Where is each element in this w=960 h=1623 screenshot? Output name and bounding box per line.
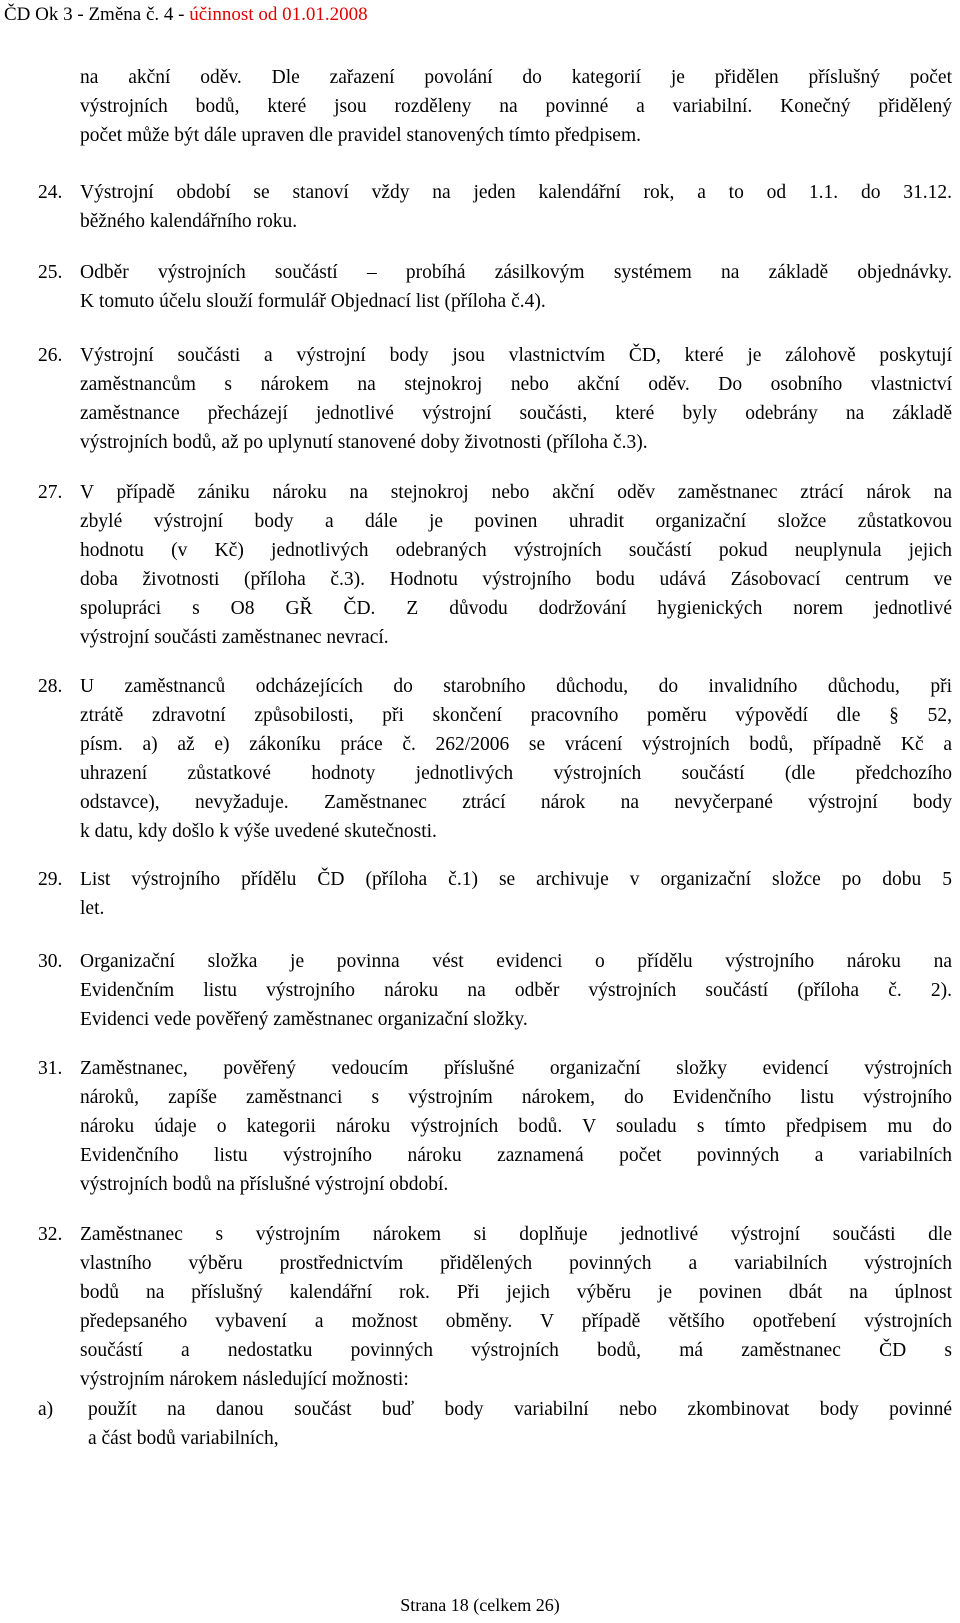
- text-line: spolupráci s O8 GŘ ČD. Z důvodu dodržování hygienických norem jednotlivé: [80, 598, 952, 619]
- text-line: písm. a) až e) zákoníku práce č. 262/2006 se vrácení výstrojních bodů, případně Kč a: [80, 734, 952, 755]
- paragraph-number: 24.: [38, 182, 63, 203]
- paragraph-32: [80, 1220, 952, 1394]
- paragraph-25: [80, 258, 952, 316]
- paragraph-number: 27.: [38, 482, 63, 503]
- text-line: K tomuto účelu slouží formulář Objednací list (příloha č.4).: [80, 291, 546, 312]
- paragraph-30: [80, 947, 952, 1034]
- text-line: výstrojních bodů, až po uplynutí stanovené doby životnosti (příloha č.3).: [80, 432, 648, 453]
- paragraph-28: [80, 672, 952, 846]
- text-line: předepsaného vybavení a možnost obměny. V případě většího opotřebení výstrojních: [80, 1311, 952, 1332]
- text-line: výstrojních bodů, které jsou rozděleny na povinné a variabilní. Konečný přidělený: [80, 96, 952, 117]
- text-line: Zaměstnanec, pověřený vedoucím příslušné organizační složky evidencí výstrojních: [80, 1058, 952, 1079]
- paragraph-29: [80, 865, 952, 923]
- paragraph-number: 26.: [38, 345, 63, 366]
- paragraph-number: 30.: [38, 951, 63, 972]
- text-line: výstrojní součásti zaměstnanec nevrací.: [80, 627, 389, 648]
- text-line: hodnotu (v Kč) jednotlivých odebraných výstrojních součástí pokud neuplynula jejich: [80, 540, 952, 561]
- page-footer: Strana 18 (celkem 26): [400, 1595, 560, 1615]
- text-line: k datu, kdy došlo k výše uvedené skutečnosti.: [80, 821, 437, 842]
- text-line: Výstrojní období se stanoví vždy na jeden kalendářní rok, a to od 1.1. do 31.12.: [80, 182, 952, 203]
- intro-paragraph: [80, 63, 952, 150]
- text-line: součástí a nedostatku povinných výstrojních bodů, má zaměstnanec ČD s: [80, 1340, 952, 1361]
- text-line: Evidenci vede pověřený zaměstnanec organizační složky.: [80, 1009, 528, 1030]
- text-line: výstrojním nárokem následující možnosti:: [80, 1369, 409, 1390]
- text-line: U zaměstnanců odcházejících do starobního důchodu, do invalidního důchodu, při: [80, 676, 952, 697]
- header-effective-date: účinnost od 01.01.2008: [189, 4, 368, 25]
- text-line: použít na danou součást buď body variabilní nebo zkombinovat body povinné: [88, 1399, 952, 1420]
- text-line: Odběr výstrojních součástí – probíhá zásilkovým systémem na základě objednávky.: [80, 262, 952, 283]
- paragraph-27: [80, 478, 952, 652]
- text-line: zaměstnance přecházejí jednotlivé výstrojní součásti, které byly odebrány na základě: [80, 403, 952, 424]
- text-line: Zaměstnanec s výstrojním nárokem si doplňuje jednotlivé výstrojní součásti dle: [80, 1224, 952, 1245]
- text-line: Organizační složka je povinna vést evidenci o přídělu výstrojního nároku na: [80, 951, 952, 972]
- paragraph-31: [80, 1054, 952, 1199]
- text-line: a část bodů variabilních,: [88, 1428, 279, 1449]
- list-item-label: a): [38, 1399, 54, 1420]
- text-line: odstavce), nevyžaduje. Zaměstnanec ztrácí nárok na nevyčerpané výstrojní body: [80, 792, 952, 813]
- text-line: let.: [80, 898, 105, 919]
- document-header: [4, 3, 368, 27]
- header-prefix: ČD Ok 3 - Změna č. 4 -: [4, 4, 190, 25]
- paragraph-number: 31.: [38, 1058, 63, 1079]
- text-line: Evidenčním listu výstrojního nároku na odběr výstrojních součástí (příloha č. 2).: [80, 980, 952, 1001]
- paragraph-number: 25.: [38, 262, 63, 283]
- text-line: doba životnosti (příloha č.3). Hodnotu výstrojního bodu udává Zásobovací centrum ve: [80, 569, 952, 590]
- list-item-a: [88, 1395, 952, 1453]
- text-line: na akční oděv. Dle zařazení povolání do kategorií je přidělen příslušný počet: [80, 67, 952, 88]
- text-line: List výstrojního přídělu ČD (příloha č.1) se archivuje v organizační složce po dobu 5: [80, 869, 952, 890]
- text-line: nároků, zapíše zaměstnanci s výstrojním nárokem, do Evidenčního listu výstrojního: [80, 1087, 952, 1108]
- text-line: ztrátě zdravotní způsobilosti, při skončení pracovního poměru výpovědí dle § 52,: [80, 705, 952, 726]
- text-line: Evidenčního listu výstrojního nároku zaznamená počet povinných a variabilních: [80, 1145, 952, 1166]
- text-line: počet může být dále upraven dle pravidel stanovených tímto předpisem.: [80, 125, 641, 146]
- paragraph-number: 29.: [38, 869, 63, 890]
- paragraph-number: 32.: [38, 1224, 63, 1245]
- paragraph-number: 28.: [38, 676, 63, 697]
- paragraph-26: [80, 341, 952, 457]
- text-line: Výstrojní součásti a výstrojní body jsou vlastnictvím ČD, které je zálohově poskytují: [80, 345, 952, 366]
- text-line: V případě zániku nároku na stejnokroj nebo akční oděv zaměstnanec ztrácí nárok na: [80, 482, 952, 503]
- text-line: zbylé výstrojní body a dále je povinen uhradit organizační složce zůstatkovou: [80, 511, 952, 532]
- text-line: výstrojních bodů na příslušné výstrojní období.: [80, 1174, 449, 1195]
- text-line: bodů na příslušný kalendářní rok. Při jejich výběru je povinen dbát na úplnost: [80, 1282, 952, 1303]
- text-line: nároku údaje o kategorii nároku výstrojních bodů. V souladu s tímto předpisem mu do: [80, 1116, 952, 1137]
- text-line: zaměstnancům s nárokem na stejnokroj nebo akční oděv. Do osobního vlastnictví: [80, 374, 952, 395]
- text-line: vlastního výběru prostřednictvím přidělených povinných a variabilních výstrojních: [80, 1253, 952, 1274]
- text-line: uhrazení zůstatkové hodnoty jednotlivých výstrojních součástí (dle předchozího: [80, 763, 952, 784]
- paragraph-24: [80, 178, 952, 236]
- text-line: běžného kalendářního roku.: [80, 211, 298, 232]
